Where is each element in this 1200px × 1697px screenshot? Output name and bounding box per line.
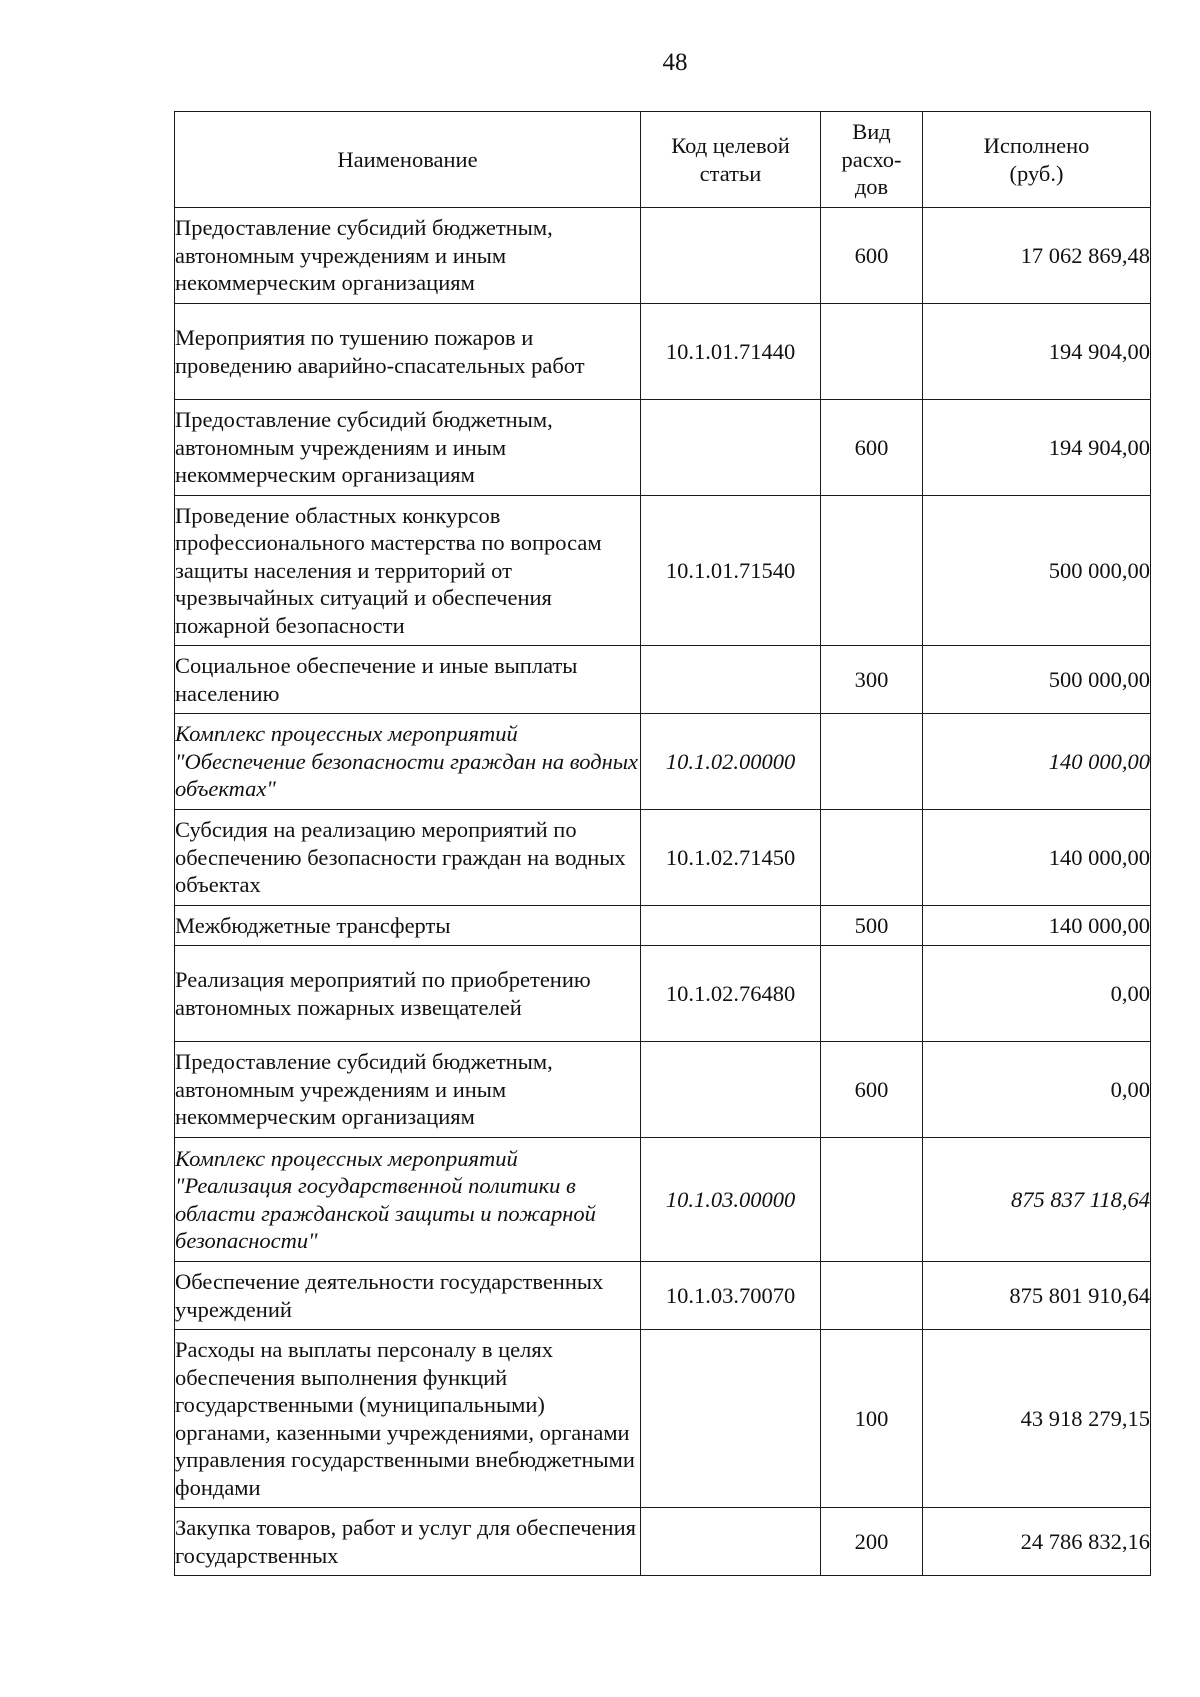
row-executed: 24 786 832,16 bbox=[923, 1508, 1151, 1576]
header-executed: Исполнено (руб.) bbox=[923, 112, 1151, 208]
row-name: Расходы на выплаты персоналу в целях обеспечения выполнения функций государственными (муниципальными) органами, казенными учреждениями, органами управления государственными внебюджетными фондами bbox=[175, 1330, 641, 1508]
row-kind: 600 bbox=[821, 400, 923, 496]
row-code: 10.1.02.00000 bbox=[641, 714, 821, 810]
row-executed: 500 000,00 bbox=[923, 646, 1151, 714]
row-executed: 875 837 118,64 bbox=[923, 1138, 1151, 1262]
row-name: Мероприятия по тушению пожаров и проведению аварийно-спасательных работ bbox=[175, 304, 641, 400]
row-kind bbox=[821, 1262, 923, 1330]
row-code: 10.1.02.76480 bbox=[641, 946, 821, 1042]
row-executed: 43 918 279,15 bbox=[923, 1330, 1151, 1508]
row-kind: 600 bbox=[821, 1042, 923, 1138]
row-kind bbox=[821, 714, 923, 810]
row-name: Предоставление субсидий бюджетным, автономным учреждениям и иным некоммерческим организациям bbox=[175, 208, 641, 304]
row-kind bbox=[821, 946, 923, 1042]
header-name: Наименование bbox=[175, 112, 641, 208]
table-row bbox=[175, 1042, 1151, 1138]
row-code: 10.1.02.71450 bbox=[641, 810, 821, 906]
row-code: 10.1.03.00000 bbox=[641, 1138, 821, 1262]
row-kind: 300 bbox=[821, 646, 923, 714]
row-name: Комплекс процессных мероприятий "Обеспечение безопасности граждан на водных объектах" bbox=[175, 714, 641, 810]
row-name: Обеспечение деятельности государственных учреждений bbox=[175, 1262, 641, 1330]
row-kind: 200 bbox=[821, 1508, 923, 1576]
row-code bbox=[641, 1508, 821, 1576]
row-name: Проведение областных конкурсов профессионального мастерства по вопросам защиты населения и территорий от чрезвычайных ситуаций и обеспечения пожарной безопасности bbox=[175, 496, 641, 646]
table-row bbox=[175, 946, 1151, 1042]
table-row bbox=[175, 1262, 1151, 1330]
row-name: Комплекс процессных мероприятий "Реализация государственной политики в области гражданской защиты и пожарной безопасности" bbox=[175, 1138, 641, 1262]
row-executed: 500 000,00 bbox=[923, 496, 1151, 646]
row-kind: 600 bbox=[821, 208, 923, 304]
row-kind bbox=[821, 496, 923, 646]
row-name: Закупка товаров, работ и услуг для обеспечения государственных bbox=[175, 1508, 641, 1576]
row-name: Предоставление субсидий бюджетным, автономным учреждениям и иным некоммерческим организациям bbox=[175, 400, 641, 496]
table-row bbox=[175, 1330, 1151, 1508]
table-row bbox=[175, 208, 1151, 304]
row-kind: 500 bbox=[821, 906, 923, 946]
row-code: 10.1.03.70070 bbox=[641, 1262, 821, 1330]
row-code: 10.1.01.71540 bbox=[641, 496, 821, 646]
row-code bbox=[641, 1330, 821, 1508]
row-name: Социальное обеспечение и иные выплаты населению bbox=[175, 646, 641, 714]
row-code bbox=[641, 400, 821, 496]
row-code: 10.1.01.71440 bbox=[641, 304, 821, 400]
row-executed: 0,00 bbox=[923, 1042, 1151, 1138]
row-code bbox=[641, 646, 821, 714]
page-number: 48 bbox=[662, 49, 688, 76]
row-kind bbox=[821, 1138, 923, 1262]
table-row bbox=[175, 1138, 1151, 1262]
table-header bbox=[175, 112, 1151, 208]
table-row bbox=[175, 496, 1151, 646]
row-executed: 194 904,00 bbox=[923, 400, 1151, 496]
table-row bbox=[175, 714, 1151, 810]
table-row bbox=[175, 810, 1151, 906]
table-row bbox=[175, 906, 1151, 946]
table-row bbox=[175, 400, 1151, 496]
row-kind: 100 bbox=[821, 1330, 923, 1508]
row-executed: 17 062 869,48 bbox=[923, 208, 1151, 304]
header-code: Код целевой статьи bbox=[641, 112, 821, 208]
row-name: Субсидия на реализацию мероприятий по обеспечению безопасности граждан на водных объектах bbox=[175, 810, 641, 906]
row-executed: 140 000,00 bbox=[923, 714, 1151, 810]
row-name: Межбюджетные трансферты bbox=[175, 906, 641, 946]
row-code bbox=[641, 208, 821, 304]
row-code bbox=[641, 1042, 821, 1138]
row-name: Реализация мероприятий по приобретению автономных пожарных извещателей bbox=[175, 946, 641, 1042]
row-kind bbox=[821, 304, 923, 400]
expenditure-table bbox=[174, 111, 1151, 1576]
row-executed: 0,00 bbox=[923, 946, 1151, 1042]
table-row bbox=[175, 1508, 1151, 1576]
row-executed: 140 000,00 bbox=[923, 906, 1151, 946]
table-row bbox=[175, 646, 1151, 714]
table-row bbox=[175, 304, 1151, 400]
row-kind bbox=[821, 810, 923, 906]
header-kind: Вид расхо-дов bbox=[821, 112, 923, 208]
row-name: Предоставление субсидий бюджетным, автономным учреждениям и иным некоммерческим организациям bbox=[175, 1042, 641, 1138]
row-executed: 875 801 910,64 bbox=[923, 1262, 1151, 1330]
table-body bbox=[175, 208, 1151, 1576]
row-code bbox=[641, 906, 821, 946]
row-executed: 194 904,00 bbox=[923, 304, 1151, 400]
row-executed: 140 000,00 bbox=[923, 810, 1151, 906]
